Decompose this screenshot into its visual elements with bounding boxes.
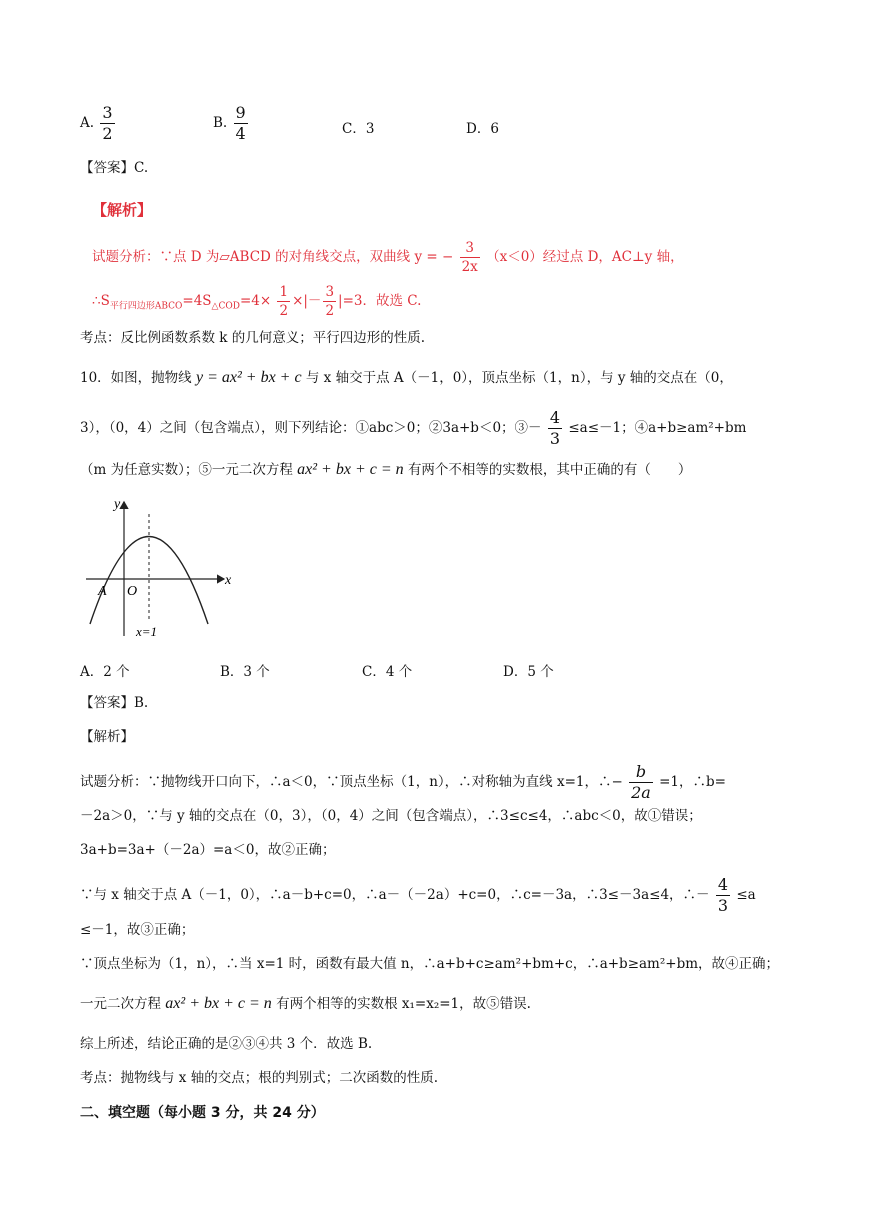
q10-option-a: A．2 个	[80, 664, 130, 680]
question-text: 10．如图，抛物线	[80, 370, 192, 386]
fraction	[234, 103, 248, 144]
section-heading: 二、填空题（每小题 3 分，共 24 分）	[80, 1105, 325, 1121]
q9-analysis-title: 【解析】	[92, 201, 153, 219]
denominator: 4	[235, 124, 246, 143]
q10-line3	[80, 460, 691, 480]
q10-analysis-line6: ∵顶点坐标为（1，n），∴当 x=1 时，函数有最大值 n，∴a+b+c≥am²+bm+c，∴a+b≥am²+bm，故④正确；	[80, 956, 780, 972]
analysis-text: 有两个相等的实数根 x₁=x₂=1，故⑤错误.	[276, 996, 531, 1012]
question-text: 3），（0，4）之间（包含端点），则下列结论：①abc＞0；②3a+b＜0；③－	[80, 420, 542, 436]
question-text: ≤a≤－1；④a+b≥am²+bm	[568, 420, 747, 436]
analysis-text: ≤a	[736, 887, 756, 903]
analysis-text: ∴S	[92, 293, 110, 309]
fraction	[548, 408, 562, 449]
q9-option-d: D．6	[466, 121, 499, 137]
numerator: 3	[102, 103, 113, 122]
numerator: 4	[717, 875, 729, 894]
fraction	[629, 762, 653, 803]
q9-option-a	[80, 103, 117, 144]
denominator: 2	[102, 124, 113, 143]
formula: ax² + bx + c = n	[165, 995, 272, 1012]
q9-option-c: C．3	[342, 121, 375, 137]
origin-label: O	[127, 584, 138, 599]
question-text: 与 x 轴交于点 A（－1，0），顶点坐标（1，n），与 y 轴的交点在（0，	[305, 370, 733, 386]
question-text: 有两个不相等的实数根，其中正确的有（ ）	[407, 462, 692, 478]
analysis-text: =4S	[182, 293, 212, 309]
fraction	[460, 239, 480, 276]
numerator: 9	[235, 103, 246, 122]
q10-analysis-line7	[80, 994, 531, 1014]
q10-analysis-line5: ≤－1，故③正确；	[80, 922, 195, 938]
q9-kaodian: 考点：反比例函数系数 k 的几何意义；平行四边形的性质.	[80, 330, 426, 346]
q10-option-d: D．5 个	[503, 664, 554, 680]
numerator: 3	[460, 239, 480, 258]
denominator: 3	[549, 429, 561, 448]
q10-analysis-line4	[80, 875, 756, 916]
q10-kaodian: 考点：抛物线与 x 轴的交点；根的判别式；二次函数的性质.	[80, 1070, 438, 1086]
q10-line2	[80, 408, 746, 449]
denominator: 2a	[631, 783, 651, 802]
q10-option-b: B．3 个	[220, 664, 270, 680]
fraction	[716, 875, 730, 916]
fraction	[277, 283, 290, 320]
analysis-text: 试题分析：∵抛物线开口向下，∴a＜0，∵顶点坐标（1，n），∴对称轴为直线 x=1，∴−	[80, 774, 623, 790]
option-label: B.	[213, 115, 228, 131]
formula: ax² + bx + c = n	[297, 461, 404, 478]
q9-option-b	[213, 103, 250, 144]
formula: y = ax² + bx + c	[195, 369, 302, 386]
analysis-text: （x＜0）经过点 D，AC⊥y 轴，	[486, 249, 684, 265]
q10-analysis-title: 【解析】	[80, 729, 134, 745]
denominator: 3	[717, 896, 729, 915]
option-label: A.	[80, 115, 95, 131]
q10-analysis-line3: 3a+b=3a+（－2a）=a＜0，故②正确；	[80, 842, 336, 858]
analysis-text: |=3．故选 C.	[338, 293, 422, 309]
denominator: 2	[325, 303, 335, 319]
analysis-text: =4×	[239, 293, 272, 309]
q9-analysis-line2	[92, 283, 421, 320]
subscript: 平行四边形ABCO	[109, 301, 183, 312]
q10-answer: 【答案】B.	[80, 695, 149, 711]
numerator: 1	[279, 284, 289, 300]
q9-analysis-line1	[92, 239, 684, 276]
numerator: b	[629, 762, 653, 783]
y-label: y	[114, 497, 121, 512]
point-a-label: A	[98, 584, 107, 599]
parabola-graph	[82, 494, 242, 642]
fraction	[100, 103, 114, 144]
question-text: （m 为任意实数）；⑤一元二次方程	[80, 462, 293, 478]
analysis-text: ∵与 x 轴交于点 A（－1，0），∴a－b+c=0，∴a－（－2a）+c=0，∴c=－3a，∴3≤－3a≤4，∴－	[80, 887, 710, 903]
analysis-text: 一元二次方程	[80, 996, 161, 1012]
analysis-text: 试题分析：∵点 D 为▱ABCD 的对角线交点，双曲线 y = −	[92, 249, 454, 265]
denominator: 2x	[461, 259, 478, 275]
q10-analysis-line8: 综上所述，结论正确的是②③④共 3 个．故选 B.	[80, 1036, 373, 1052]
q9-answer: 【答案】C.	[80, 160, 149, 176]
analysis-text: =1，∴b=	[659, 774, 726, 790]
numerator: 4	[549, 408, 561, 427]
x-label: x	[225, 573, 232, 588]
q10-analysis-line1	[80, 762, 726, 803]
q10-line1	[80, 368, 733, 388]
subscript: △COD	[211, 301, 240, 312]
q10-analysis-line2: －2a＞0，∵与 y 轴的交点在（0，3），（0，4）之间（包含端点），∴3≤c≤4，∴abc＜0，故①错误；	[80, 808, 702, 824]
denominator: 2	[279, 303, 289, 319]
q10-option-c: C．4 个	[362, 664, 413, 680]
axis-line-label: x=1	[136, 624, 158, 639]
fraction	[323, 283, 336, 320]
numerator: 3	[325, 284, 335, 300]
analysis-text: ×|－	[292, 293, 322, 309]
